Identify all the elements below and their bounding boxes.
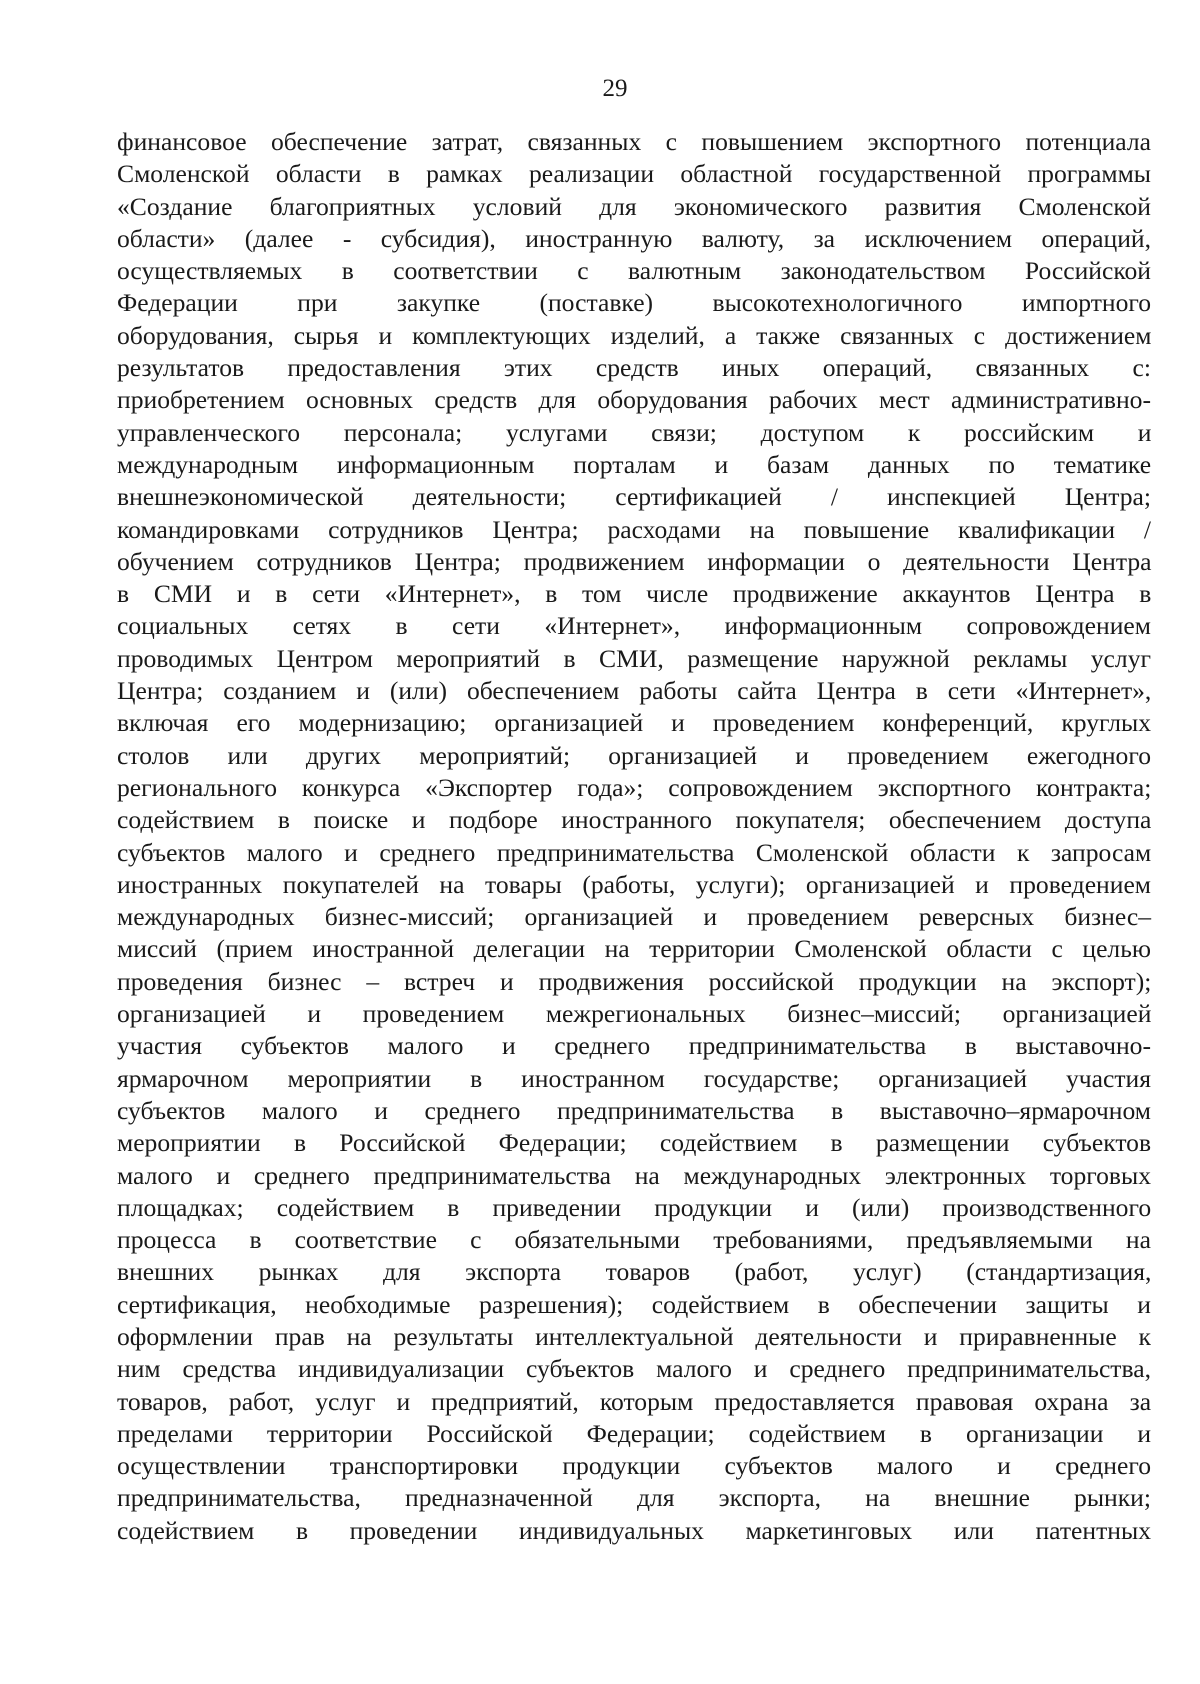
text-line: ним средства индивидуализации субъектов малого и среднего предпринимательства, [117,1354,1151,1384]
text-line: сертификация, необходимые разрешения); содействием в обеспечении защиты и [117,1289,1151,1319]
text-line: процесса в соответствие с обязательными требованиями, предъявляемыми на [117,1225,1151,1255]
text-line: международных бизнес-миссий; организацией и проведением реверсных бизнес– [117,902,1151,932]
text-line: мероприятии в Российской Федерации; содействием в размещении субъектов [117,1128,1152,1158]
text-line: результатов предоставления этих средств иных операций, связанных с: [117,353,1151,383]
text-line: Центра; созданием и (или) обеспечением работы сайта Центра в сети «Интернет», [117,676,1152,706]
text-line: содействием в поиске и подборе иностранного покупателя; обеспечением доступа [117,805,1152,835]
text-line: содействием в проведении индивидуальных маркетинговых или патентных [117,1515,1151,1545]
text-line: ярмарочном мероприятии в иностранном государстве; организацией участия [117,1063,1151,1093]
text-line: миссий (прием иностранной делегации на территории Смоленской области с целью [117,934,1151,964]
text-line: проведения бизнес – встреч и продвижения российской продукции на экспорт); [117,966,1152,996]
page-number: 29 [602,75,628,102]
text-line: включая его модернизацию; организацией и проведением конференций, круглых [117,708,1151,738]
text-line: внешних рынках для экспорта товаров (работ, услуг) (стандартизация, [117,1257,1152,1287]
text-line: осуществлении транспортировки продукции субъектов малого и среднего [117,1451,1151,1481]
text-line: оформлении прав на результаты интеллектуальной деятельности и приравненные к [117,1321,1151,1351]
text-line: приобретением основных средств для оборудования рабочих мест административно- [117,385,1151,415]
text-line: организацией и проведением межрегиональных бизнес–миссий; организацией [117,999,1152,1029]
text-line: Федерации при закупке (поставке) высокотехнологичного импортного [117,288,1152,318]
text-line: оборудования, сырья и комплектующих изделий, а также связанных с достижением [117,320,1152,350]
text-line: площадках; содействием в приведении продукции и (или) производственного [117,1192,1152,1222]
text-line: регионального конкурса «Экспортер года»; сопровождением экспортного контракта; [117,772,1152,802]
text-line: «Создание благоприятных условий для экономического развития Смоленской [117,191,1151,221]
text-line: командировками сотрудников Центра; расходами на повышение квалификации / [117,514,1151,544]
text-line: управленческого персонала; услугами связи; доступом к российским и [117,417,1152,447]
text-line: в СМИ и в сети «Интернет», в том числе продвижение аккаунтов Центра в [117,579,1152,609]
text-line: финансовое обеспечение затрат, связанных с повышением экспортного потенциала [117,127,1151,156]
text-line: предпринимательства, предназначенной для экспорта, на внешние рынки; [117,1483,1151,1513]
text-line: осуществляемых в соответствии с валютным законодательством Российской [117,256,1151,286]
text-line: иностранных покупателей на товары (работы, услуги); организацией и проведением [117,869,1151,899]
text-line: обучением сотрудников Центра; продвижением информации о деятельности Центра [117,546,1152,576]
text-line: пределами территории Российской Федерации; содействием в организации и [117,1418,1152,1448]
text-line: Смоленской области в рамках реализации областной государственной программы [117,159,1151,189]
text-line: области» (далее - субсидия), иностранную валюту, за исключением операций, [117,223,1151,253]
text-line: субъектов малого и среднего предпринимательства в выставочно–ярмарочном [117,1095,1151,1125]
text-line: товаров, работ, услуг и предприятий, которым предоставляется правовая охрана за [117,1386,1152,1416]
text-line: внешнеэкономической деятельности; сертификацией / инспекцией Центра; [117,482,1151,512]
text-line: социальных сетях в сети «Интернет», информационным сопровождением [117,611,1151,641]
text-line: проводимых Центром мероприятий в СМИ, размещение наружной рекламы услуг [117,643,1151,673]
text-line: международным информационным порталам и базам данных по тематике [117,449,1152,479]
text-line: субъектов малого и среднего предпринимательства Смоленской области к запросам [117,837,1152,867]
text-line: участия субъектов малого и среднего предпринимательства в выставочно- [117,1031,1151,1061]
text-line: малого и среднего предпринимательства на международных электронных торговых [117,1160,1151,1190]
body-text [117,126,1151,1547]
text-line: столов или других мероприятий; организацией и проведением ежегодного [117,740,1151,770]
